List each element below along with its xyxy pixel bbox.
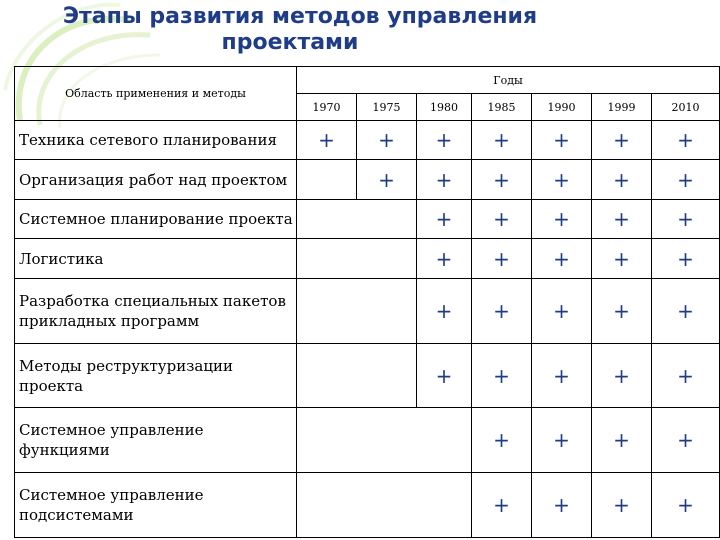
- title-line-2: проектами: [221, 30, 359, 55]
- plus-mark: +: [472, 160, 532, 199]
- plus-mark: +: [472, 199, 532, 238]
- year-header-1975: 1975: [357, 94, 417, 121]
- plus-mark: +: [417, 343, 472, 408]
- plus-mark: +: [592, 239, 652, 278]
- empty-period-cell: [297, 199, 417, 238]
- plus-mark: +: [532, 121, 592, 160]
- plus-mark: +: [357, 160, 417, 199]
- methods-table: [14, 66, 720, 538]
- table-row: [15, 278, 720, 343]
- table-row: [15, 473, 720, 538]
- plus-mark: +: [417, 160, 472, 199]
- row-label: Логистика: [15, 239, 297, 278]
- plus-mark: +: [652, 160, 720, 199]
- empty-period-cell: [297, 239, 417, 278]
- empty-period-cell: [297, 408, 472, 473]
- plus-mark: +: [472, 473, 532, 538]
- plus-mark: +: [592, 408, 652, 473]
- plus-mark: +: [472, 278, 532, 343]
- plus-mark: +: [652, 239, 720, 278]
- plus-mark: +: [472, 121, 532, 160]
- plus-mark: +: [297, 121, 357, 160]
- year-header-2010: 2010: [652, 94, 720, 121]
- slide-title: [0, 4, 720, 56]
- empty-period-cell: [297, 343, 417, 408]
- plus-mark: +: [532, 408, 592, 473]
- plus-mark: +: [417, 121, 472, 160]
- plus-mark: +: [652, 408, 720, 473]
- plus-mark: +: [532, 199, 592, 238]
- plus-mark: +: [592, 199, 652, 238]
- row-label: Системное планирование проекта: [15, 199, 297, 238]
- row-label: Организация работ над проектом: [15, 160, 297, 199]
- table-row: [15, 408, 720, 473]
- title-line-1: Этапы развития методов управления: [62, 4, 538, 29]
- plus-mark: +: [472, 408, 532, 473]
- plus-mark: +: [532, 343, 592, 408]
- table-row: [15, 160, 720, 199]
- table-body: [15, 121, 720, 538]
- year-header-1990: 1990: [532, 94, 592, 121]
- table-row: [15, 199, 720, 238]
- plus-mark: +: [532, 160, 592, 199]
- years-header: Годы: [297, 67, 720, 94]
- empty-period-cell: [297, 473, 472, 538]
- plus-mark: +: [592, 473, 652, 538]
- year-header-1970: 1970: [297, 94, 357, 121]
- year-header-1985: 1985: [472, 94, 532, 121]
- empty-period-cell: [297, 160, 357, 199]
- plus-mark: +: [652, 343, 720, 408]
- plus-mark: +: [652, 473, 720, 538]
- plus-mark: +: [532, 239, 592, 278]
- row-label: Методы реструктуризации проекта: [15, 343, 297, 408]
- year-header-1999: 1999: [592, 94, 652, 121]
- table-row: [15, 343, 720, 408]
- plus-mark: +: [532, 278, 592, 343]
- plus-mark: +: [417, 278, 472, 343]
- plus-mark: +: [592, 121, 652, 160]
- table-row: [15, 121, 720, 160]
- plus-mark: +: [592, 343, 652, 408]
- plus-mark: +: [652, 121, 720, 160]
- year-header-1980: 1980: [417, 94, 472, 121]
- plus-mark: +: [652, 199, 720, 238]
- empty-period-cell: [297, 278, 417, 343]
- plus-mark: +: [417, 199, 472, 238]
- row-label: Разработка специальных пакетов прикладных программ: [15, 278, 297, 343]
- area-header: Область применения и методы: [15, 67, 297, 121]
- plus-mark: +: [472, 343, 532, 408]
- row-label: Техника сетевого планирования: [15, 121, 297, 160]
- plus-mark: +: [592, 160, 652, 199]
- header-row-top: [15, 67, 720, 94]
- plus-mark: +: [592, 278, 652, 343]
- plus-mark: +: [357, 121, 417, 160]
- plus-mark: +: [472, 239, 532, 278]
- plus-mark: +: [652, 278, 720, 343]
- plus-mark: +: [532, 473, 592, 538]
- row-label: Системное управление подсистемами: [15, 473, 297, 538]
- table-row: [15, 239, 720, 278]
- row-label: Системное управление функциями: [15, 408, 297, 473]
- plus-mark: +: [417, 239, 472, 278]
